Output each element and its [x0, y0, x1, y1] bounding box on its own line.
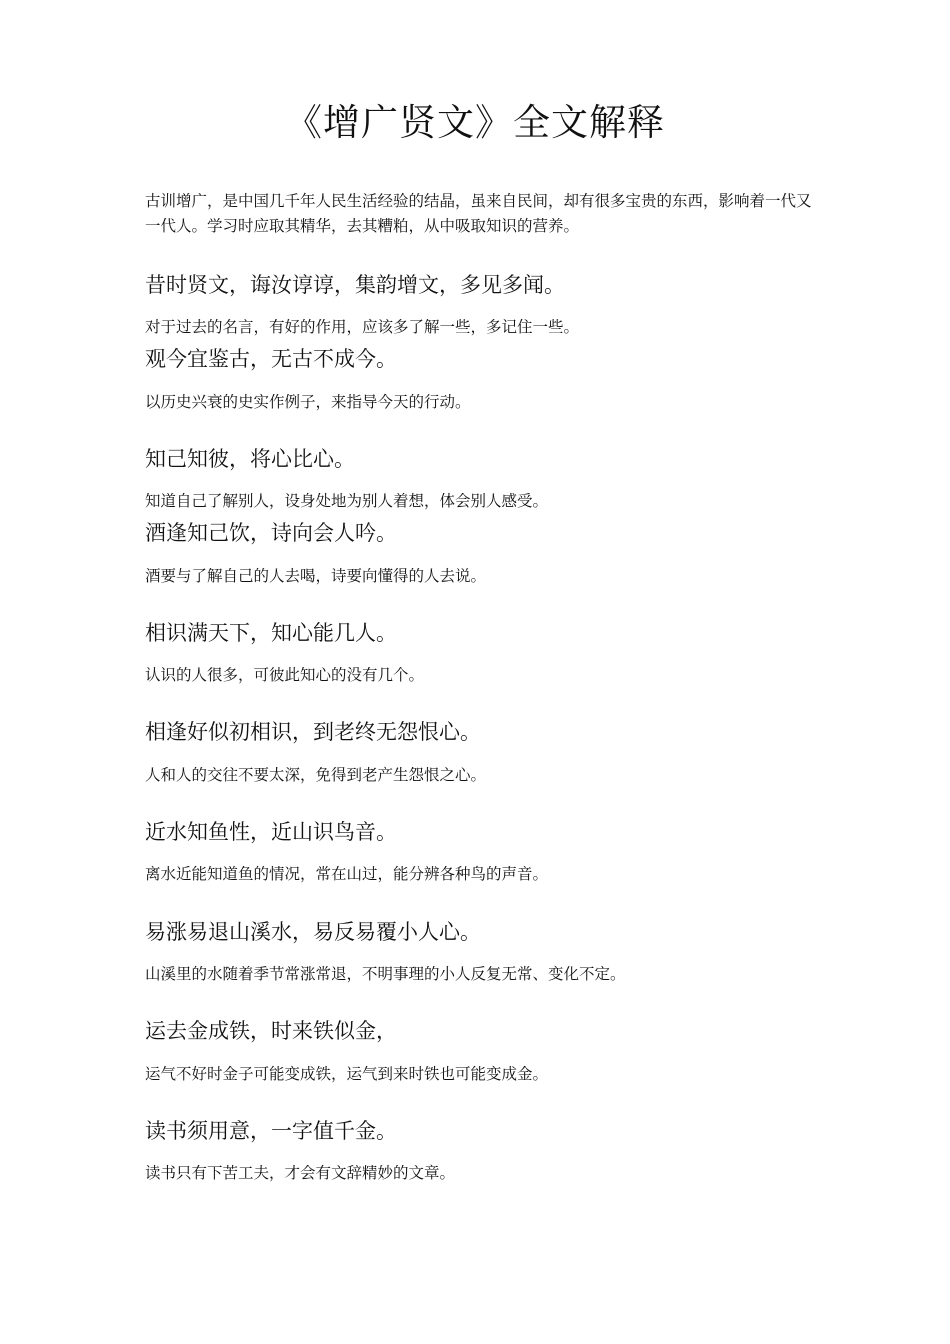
- verse-explanation: 离水近能知道鱼的情况，常在山过，能分辨各种鸟的声音。: [145, 865, 549, 883]
- verse-line: 观今宜鉴古，无古不成今。: [145, 347, 397, 371]
- verse-line: 知己知彼，将心比心。: [145, 447, 355, 471]
- verse-line: 运去金成铁，时来铁似金，: [145, 1019, 397, 1043]
- verse-line: 相识满天下，知心能几人。: [145, 621, 397, 645]
- verse-explanation: 运气不好时金子可能变成铁，运气到来时铁也可能变成金。: [145, 1065, 549, 1083]
- verse-line: 相逢好似初相识，到老终无怨恨心。: [145, 720, 481, 744]
- verse-explanation: 对于过去的名言，有好的作用，应该多了解一些，多记住一些。: [145, 318, 580, 336]
- verse-line: 易涨易退山溪水，易反易覆小人心。: [145, 920, 481, 944]
- document-title: 《增广贤文》全文解释: [285, 101, 665, 144]
- verse-line: 近水知鱼性，近山识鸟音。: [145, 820, 397, 844]
- verse-line: 读书须用意，一字值千金。: [145, 1119, 397, 1143]
- verse-line: 酒逢知己饮，诗向会人吟。: [145, 521, 397, 545]
- verse-explanation: 知道自己了解别人，设身处地为别人着想，体会别人感受。: [145, 492, 549, 510]
- verse-explanation: 认识的人很多，可彼此知心的没有几个。: [145, 666, 425, 684]
- verse-explanation: 读书只有下苦工夫，才会有文辞精妙的文章。: [145, 1164, 456, 1182]
- intro-paragraph: 古训增广，是中国几千年人民生活经验的结晶，虽来自民间，却有很多宝贵的东西，影响着一代又一代人。学习时应取其精华，去其糟粕，从中吸取知识的营养。: [145, 192, 812, 235]
- verse-explanation: 酒要与了解自己的人去喝，诗要向懂得的人去说。: [145, 567, 487, 585]
- verse-explanation: 山溪里的水随着季节常涨常退，不明事理的小人反复无常、变化不定。: [145, 965, 626, 983]
- verse-explanation: 以历史兴衰的史实作例子，来指导今天的行动。: [145, 393, 471, 411]
- verse-line: 昔时贤文，诲汝谆谆，集韵增文，多见多闻。: [145, 273, 565, 297]
- verse-explanation: 人和人的交往不要太深，免得到老产生怨恨之心。: [145, 766, 487, 784]
